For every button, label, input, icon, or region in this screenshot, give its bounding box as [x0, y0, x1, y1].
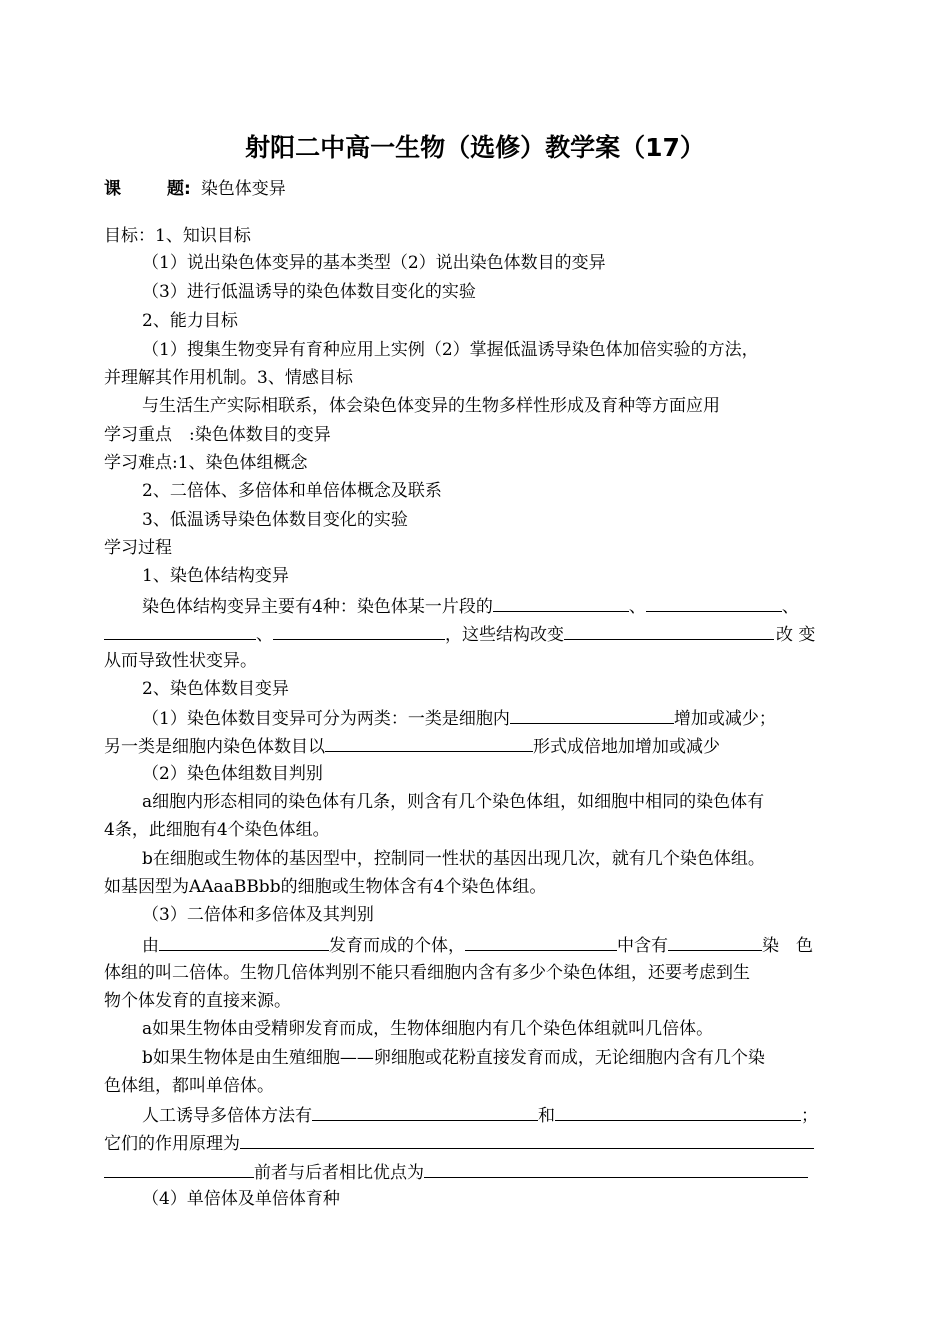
structure-line-1: [142, 594, 799, 618]
text-segment: 增加或减少；: [673, 709, 776, 729]
text-segment: 它们的作用原理为: [104, 1134, 240, 1154]
text-segment: 和: [538, 1106, 555, 1126]
topic-value: 染色体变异: [200, 179, 286, 199]
text-segment: 染 色: [762, 936, 813, 956]
text-segment: 中含有: [617, 936, 668, 956]
polyploid-line-2: 体组的叫二倍体。生物几倍体判别不能只看细胞内含有多少个染色体组，还要考虑到生: [104, 963, 750, 983]
number-line-2: [104, 734, 720, 758]
fill-blank[interactable]: [646, 594, 782, 612]
fill-blank[interactable]: [325, 734, 533, 752]
text-segment: 、: [628, 597, 646, 617]
fill-blank[interactable]: [493, 594, 629, 612]
difficulty-3: 3、低温诱导染色体数目变化的实验: [142, 510, 408, 530]
induction-line-2: [104, 1131, 814, 1155]
text-segment: 染色体结构变异主要有4种：染色体某一片段的: [142, 597, 493, 617]
polyploid-line-1: [142, 933, 813, 957]
fill-blank[interactable]: [104, 1160, 254, 1178]
text-segment: ，这些结构改变: [445, 625, 564, 645]
fill-blank[interactable]: [564, 622, 774, 640]
key-point: 学习重点 :染色体数目的变异: [104, 425, 331, 445]
text-segment: 前者与后者相比优点为: [254, 1163, 424, 1183]
polyploid-b-1: b如果生物体是由生殖细胞——卵细胞或花粉直接发育而成，无论细胞内含有几个染: [142, 1048, 765, 1068]
fill-blank[interactable]: [424, 1160, 808, 1178]
text-segment: 人工诱导多倍体方法有: [142, 1106, 312, 1126]
text-segment: 发育而成的个体，: [329, 936, 465, 956]
induction-line-3: [104, 1160, 808, 1184]
set-count-heading: （2）染色体组数目判别: [142, 764, 323, 784]
structure-line-3: 从而导致性状变异。: [104, 651, 257, 671]
polyploid-line-3: 物个体发育的直接来源。: [104, 991, 291, 1011]
topic-label-b: 题:: [167, 179, 191, 199]
section-structure-heading: 1、染色体结构变异: [142, 566, 289, 586]
page-title: 射阳二中高一生物（选修）教学案（17）: [245, 133, 705, 162]
fill-blank[interactable]: [668, 933, 762, 951]
fill-blank[interactable]: [555, 1103, 801, 1121]
text-segment: （1）染色体数目变异可分为两类：一类是细胞内: [142, 709, 510, 729]
haploid-heading: （4）单倍体及单倍体育种: [142, 1189, 340, 1209]
polyploid-a: a如果生物体由受精卵发育而成，生物体细胞内有几个染色体组就叫几倍体。: [142, 1019, 714, 1039]
text-segment: 由: [142, 936, 159, 956]
text-segment: 改 变: [776, 625, 816, 645]
set-count-a-1: a细胞内形态相同的染色体有几条，则含有几个染色体组，如细胞中相同的染色体有: [142, 792, 765, 812]
process-heading: 学习过程: [104, 538, 172, 558]
objective-ability-2: 并理解其作用机制。3、情感目标: [104, 368, 353, 388]
fill-blank[interactable]: [312, 1103, 538, 1121]
set-count-a-2: 4条，此细胞有4个染色体组。: [104, 820, 330, 840]
difficulty-2: 2、二倍体、多倍体和单倍体概念及联系: [142, 481, 442, 501]
topic-line: [104, 178, 286, 200]
text-segment: 、: [781, 597, 799, 617]
text-segment: 、: [256, 625, 273, 645]
difficulty-1: 学习难点:1、染色体组概念: [104, 453, 308, 473]
section-number-heading: 2、染色体数目变异: [142, 679, 289, 699]
fill-blank[interactable]: [159, 933, 329, 951]
fill-blank[interactable]: [510, 706, 674, 724]
polyploid-heading: （3）二倍体和多倍体及其判别: [142, 905, 374, 925]
fill-blank[interactable]: [104, 622, 256, 640]
text-segment: 形式成倍地加增加或减少: [533, 737, 720, 757]
polyploid-b-2: 色体组，都叫单倍体。: [104, 1076, 274, 1096]
objective-knowledge-1: （1）说出染色体变异的基本类型（2）说出染色体数目的变异: [142, 253, 606, 273]
induction-line-1: [142, 1103, 818, 1127]
set-count-b-1: b在细胞或生物体的基因型中，控制同一性状的基因出现几次，就有几个染色体组。: [142, 849, 765, 869]
objective-emotion: 与生活生产实际相联系，体会染色体变异的生物多样性形成及育种等方面应用: [142, 396, 720, 416]
text-segment: ；: [801, 1106, 818, 1126]
objectives-heading: 目标：1、知识目标: [104, 226, 251, 246]
set-count-b-2: 如基因型为AAaaBBbb的细胞或生物体含有4个染色体组。: [104, 877, 547, 897]
objective-knowledge-2: （3）进行低温诱导的染色体数目变化的实验: [142, 282, 476, 302]
fill-blank[interactable]: [240, 1131, 814, 1149]
objective-ability-heading: 2、能力目标: [142, 311, 238, 331]
number-line-1: [142, 706, 776, 730]
topic-label-a: 课: [104, 179, 121, 199]
fill-blank[interactable]: [465, 933, 617, 951]
objective-ability-1: （1）搜集生物变异有育种应用上实例（2）掌握低温诱导染色体加倍实验的方法，: [142, 340, 759, 360]
fill-blank[interactable]: [273, 622, 445, 640]
text-segment: 另一类是细胞内染色体数目以: [104, 737, 325, 757]
structure-line-2: [104, 622, 815, 646]
